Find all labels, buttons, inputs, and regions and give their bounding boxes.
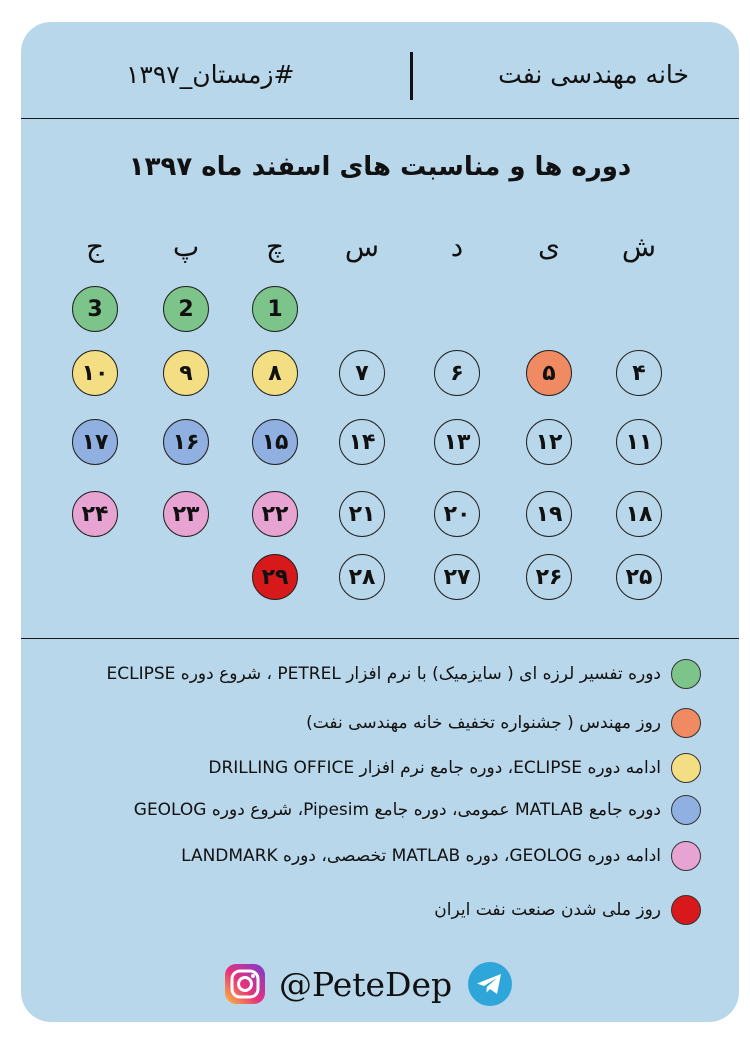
hashtag: #زمستان_۱۳۹۷: [126, 60, 295, 89]
brand-title: خانه مهندسی نفت: [498, 60, 689, 89]
calendar-day[interactable]: ۵: [526, 350, 572, 396]
calendar-day[interactable]: ۶: [434, 350, 480, 396]
legend-color-dot: [671, 708, 701, 738]
legend-text: ادامه دوره ECLIPSE، دوره جامع نرم افزار DRILLING OFFICE: [208, 758, 661, 778]
calendar-day[interactable]: ۱۷: [72, 419, 118, 465]
telegram-icon[interactable]: [467, 961, 513, 1007]
legend-text: دوره جامع MATLAB عمومی، دوره جامع Pipesim، شروع دوره GEOLOG: [133, 800, 661, 820]
calendar-day[interactable]: ۲۵: [616, 554, 662, 600]
calendar-day[interactable]: ۲۱: [339, 491, 385, 537]
legend-color-dot: [671, 841, 701, 871]
legend-text: روز ملی شدن صنعت نفت ایران: [434, 900, 661, 920]
weekday-label: ی: [538, 230, 560, 263]
legend-color-dot: [671, 753, 701, 783]
legend-item: [107, 654, 701, 694]
weekday-label: ج: [85, 230, 105, 263]
calendar-day[interactable]: 3: [72, 286, 118, 332]
calendar-day[interactable]: ۲۶: [526, 554, 572, 600]
calendar-day[interactable]: ۴: [616, 350, 662, 396]
header: [21, 22, 739, 118]
weekday-label: پ: [172, 230, 200, 263]
calendar-day[interactable]: ۱۱: [616, 419, 662, 465]
legend-item: [134, 790, 701, 830]
legend-item: [306, 703, 701, 743]
calendar-day[interactable]: 2: [163, 286, 209, 332]
weekday-label: ش: [621, 230, 657, 263]
calendar-day[interactable]: ۱۳: [434, 419, 480, 465]
calendar-day[interactable]: ۲۰: [434, 491, 480, 537]
calendar-day[interactable]: ۱۵: [252, 419, 298, 465]
legend-item: [208, 748, 701, 788]
calendar-day[interactable]: ۷: [339, 350, 385, 396]
weekday-label: س: [344, 230, 380, 263]
calendar-card: [21, 22, 739, 1022]
calendar-day[interactable]: ۱۴: [339, 419, 385, 465]
social-handle[interactable]: @PeteDep: [279, 965, 453, 1004]
instagram-icon[interactable]: [223, 962, 267, 1006]
legend-color-dot: [671, 895, 701, 925]
legend-color-dot: [671, 795, 701, 825]
legend-color-dot: [671, 659, 701, 689]
calendar-day[interactable]: ۱۹: [526, 491, 572, 537]
legend-separator: [21, 638, 739, 639]
calendar-day[interactable]: ۲۸: [339, 554, 385, 600]
calendar-day[interactable]: ۱۲: [526, 419, 572, 465]
footer: [21, 957, 739, 1011]
page-title: دوره ها و مناسبت های اسفند ماه ۱۳۹۷: [128, 152, 632, 182]
calendar-day[interactable]: ۹: [163, 350, 209, 396]
legend-item: [181, 836, 701, 876]
calendar-day[interactable]: ۸: [252, 350, 298, 396]
legend-text: روز مهندس ( جشنواره تخفیف خانه مهندسی نفت): [306, 713, 661, 733]
legend-text: دوره تفسیر لرزه ای ( سایزمیک) با نرم افزار PETREL ، شروع دوره ECLIPSE: [106, 664, 661, 684]
calendar-day[interactable]: ۱۰: [72, 350, 118, 396]
calendar-day[interactable]: ۲۲: [252, 491, 298, 537]
legend-item: [434, 890, 701, 930]
weekday-label: د: [450, 230, 464, 263]
calendar-day[interactable]: ۱۸: [616, 491, 662, 537]
calendar-day[interactable]: ۱۶: [163, 419, 209, 465]
calendar-day[interactable]: ۲۳: [163, 491, 209, 537]
calendar-day[interactable]: ۲۴: [72, 491, 118, 537]
calendar-day[interactable]: ۲۷: [434, 554, 480, 600]
legend-text: ادامه دوره GEOLOG، دوره MATLAB تخصصی، دوره LANDMARK: [181, 846, 661, 866]
calendar-day[interactable]: ۲۹: [252, 554, 298, 600]
weekday-label: چ: [265, 230, 285, 263]
header-separator: [21, 118, 739, 119]
header-divider: [410, 52, 413, 100]
calendar-day[interactable]: 1: [252, 286, 298, 332]
